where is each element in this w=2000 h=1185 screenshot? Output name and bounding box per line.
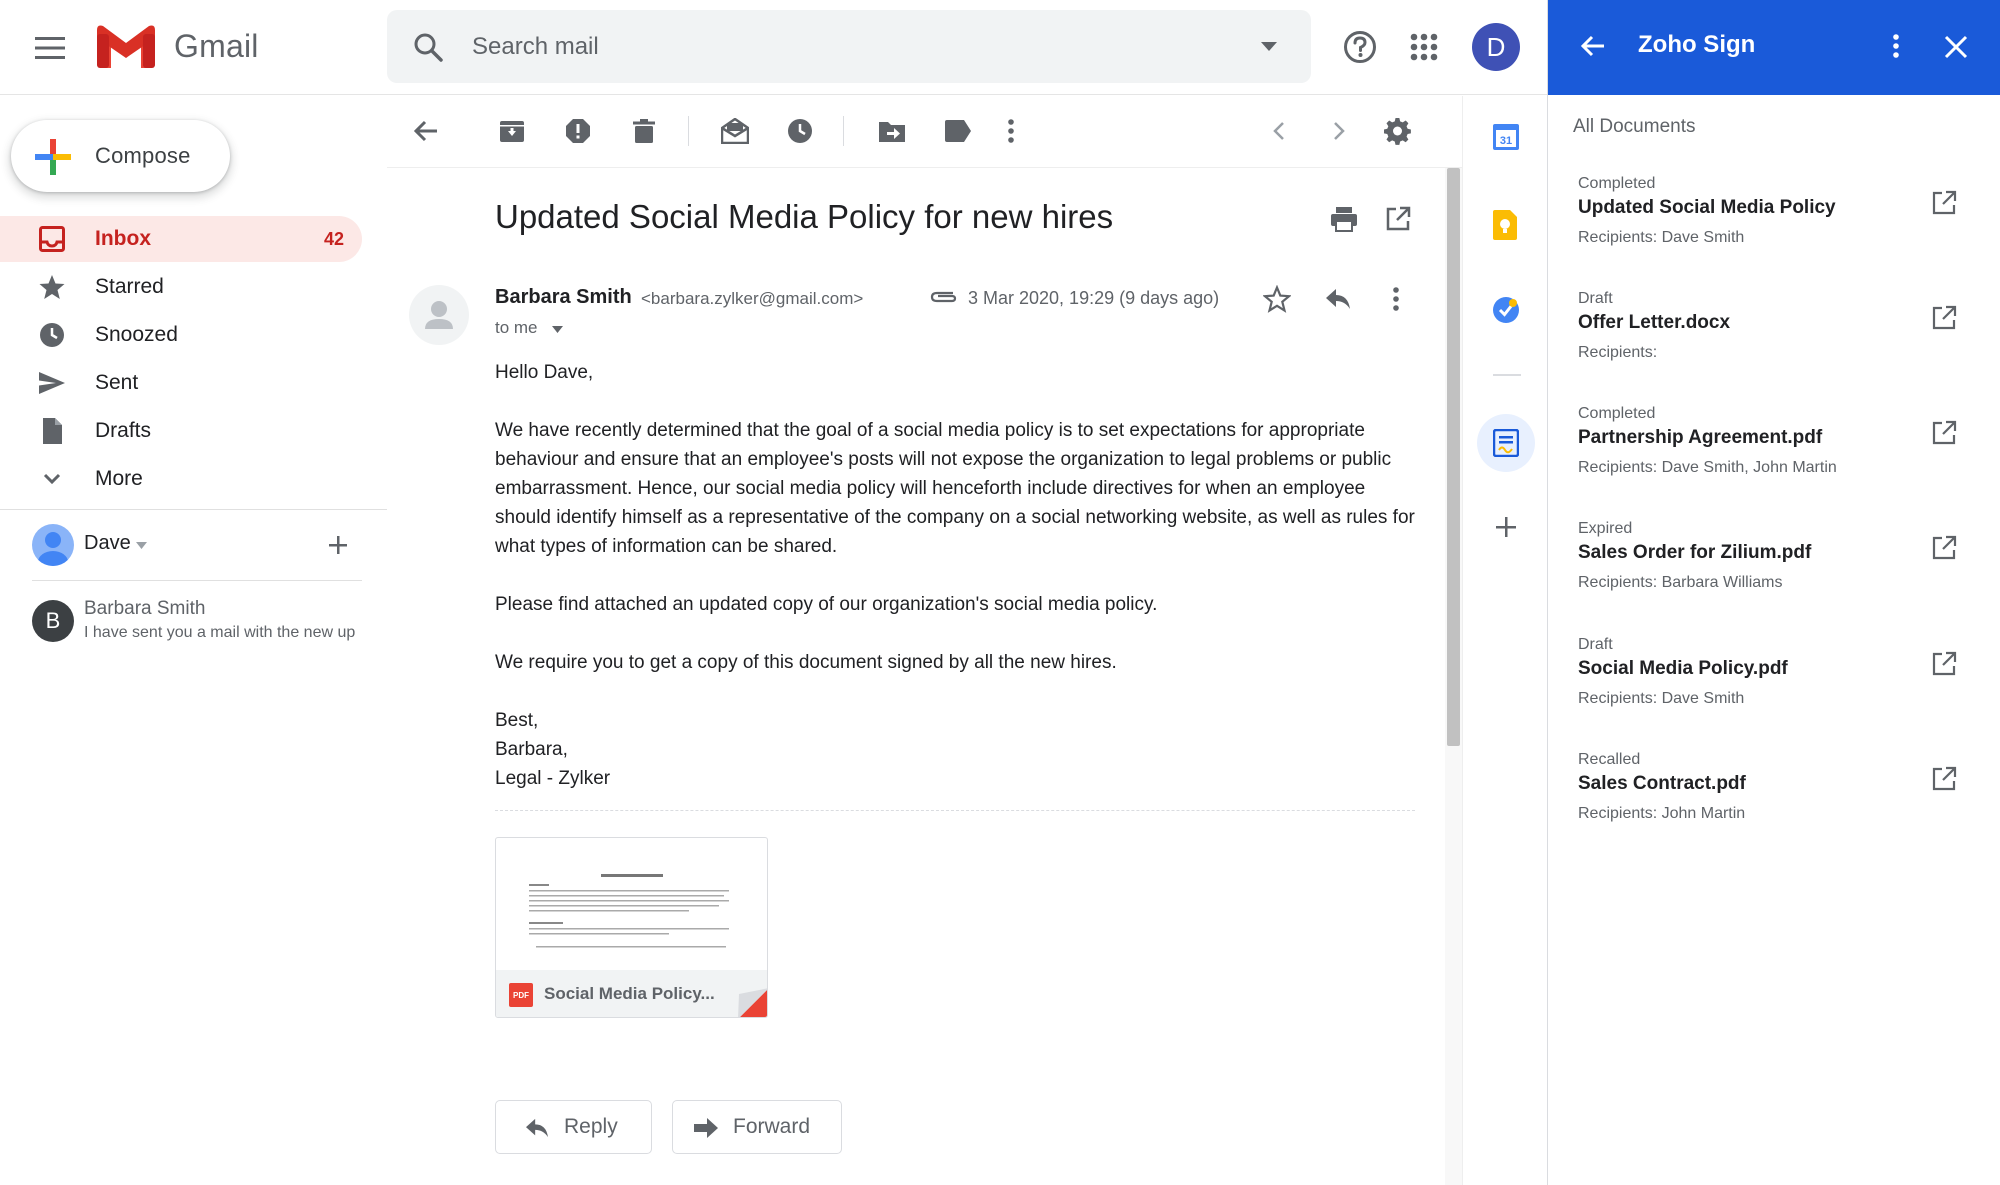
email-signoff	[495, 706, 1415, 793]
panel-more-options-icon[interactable]	[1892, 33, 1900, 59]
document-name[interactable]: Partnership Agreement.pdf	[1578, 427, 1823, 448]
document-recipients: Recipients: Dave Smith, John Martin	[1578, 459, 1837, 476]
document-recipients: Recipients: Barbara Williams	[1578, 574, 1783, 591]
zoho-sign-header	[1548, 0, 2000, 95]
compose-plus-icon	[35, 139, 71, 175]
reply-label: Reply	[564, 1115, 618, 1138]
svg-text:31: 31	[1499, 135, 1513, 147]
document-item[interactable]	[1548, 175, 2000, 275]
message-more-options-icon[interactable]	[1392, 286, 1400, 312]
nav-label: Starred	[95, 275, 164, 298]
open-external-icon[interactable]	[1931, 651, 1961, 681]
chat-avatar: B	[32, 600, 74, 642]
attachment-filename: Social Media Policy...	[544, 984, 715, 1003]
email-greeting: Hello Dave,	[495, 362, 594, 383]
nav-item-sent[interactable]	[0, 360, 362, 406]
document-recipients: Recipients:	[1578, 344, 1658, 361]
message-view	[387, 168, 1447, 1185]
nav-label: Snoozed	[95, 323, 178, 346]
pdf-file-icon: PDF	[509, 983, 533, 1007]
attachment-paperclip-icon	[929, 288, 959, 306]
sender-email: <barbara.zylker@gmail.com>	[641, 289, 864, 308]
forward-label: Forward	[733, 1115, 811, 1138]
nav-item-inbox[interactable]	[0, 216, 362, 262]
nav-label: Drafts	[95, 419, 152, 442]
document-status: Draft	[1578, 636, 1613, 653]
nav-item-starred[interactable]	[0, 264, 362, 310]
documents-section-title: All Documents	[1573, 116, 1696, 137]
nav-item-snoozed[interactable]	[0, 312, 362, 358]
nav-item-more[interactable]	[0, 456, 362, 502]
google-keep-icon[interactable]	[1493, 210, 1517, 240]
attachment-footer	[496, 970, 768, 1018]
search-bar[interactable]	[387, 10, 1311, 83]
reply-icon	[524, 1117, 550, 1139]
get-addons-plus-icon[interactable]	[1494, 515, 1518, 539]
google-calendar-icon[interactable]	[1493, 124, 1519, 150]
move-to-icon[interactable]	[878, 118, 906, 144]
chat-list-item[interactable]	[32, 590, 362, 646]
draft-icon	[38, 417, 66, 445]
search-input[interactable]	[472, 10, 1172, 83]
settings-gear-icon[interactable]	[1384, 117, 1412, 145]
print-icon[interactable]	[1330, 206, 1358, 232]
nav-label: Sent	[95, 371, 139, 394]
back-arrow-icon[interactable]	[1580, 33, 1606, 59]
addons-side-panel	[1462, 96, 1547, 1185]
search-icon[interactable]	[413, 32, 443, 62]
document-name[interactable]: Sales Order for Zilium.pdf	[1578, 542, 1812, 563]
document-name[interactable]: Sales Contract.pdf	[1578, 773, 1746, 794]
document-item[interactable]	[1548, 290, 2000, 390]
open-external-icon[interactable]	[1931, 535, 1961, 565]
recipient-to-me[interactable]: to me	[495, 318, 538, 337]
signoff-line: Barbara,	[495, 739, 568, 760]
mark-unread-icon[interactable]	[721, 118, 749, 144]
signoff-line: Legal - Zylker	[495, 768, 611, 789]
open-external-icon[interactable]	[1931, 305, 1961, 335]
delete-icon[interactable]	[631, 118, 657, 144]
reply-arrow-icon[interactable]	[1324, 287, 1352, 311]
star-outline-icon[interactable]	[1263, 285, 1291, 313]
message-toolbar	[387, 96, 1462, 168]
open-external-icon[interactable]	[1931, 190, 1961, 220]
toolbar-divider	[688, 116, 689, 146]
attachment-card[interactable]	[495, 837, 768, 1018]
search-options-dropdown-icon[interactable]	[1257, 38, 1281, 54]
unread-count-badge: 42	[323, 228, 344, 249]
email-paragraph: We have recently determined that the goal of a social media policy is to set expectations for appropriate behaviour and ensure that an employee's posts will not expose the organization to legal problems or public embarrassment. Hence, our social media policy will henceforth include directives for when an employee should identify himself as a representative of the company on a social networking website, as well as rules for what types of information can be shared.	[495, 420, 1415, 557]
older-chevron-right-icon[interactable]	[1332, 121, 1346, 141]
sender-name[interactable]: Barbara Smith	[495, 286, 632, 308]
help-icon[interactable]	[1342, 29, 1378, 65]
inbox-icon	[38, 225, 66, 253]
email-date: 3 Mar 2020, 19:29 (9 days ago)	[968, 288, 1220, 308]
hangouts-user-name: Dave	[84, 532, 131, 554]
nav-label: Inbox	[95, 227, 151, 250]
document-item[interactable]	[1548, 636, 2000, 736]
star-icon	[38, 273, 66, 301]
document-recipients: Recipients: Dave Smith	[1578, 229, 1745, 246]
zoho-sign-panel	[1547, 0, 2000, 1185]
email-paragraph: We require you to get a copy of this document signed by all the new hires.	[495, 652, 1117, 673]
user-menu-dropdown-icon[interactable]	[136, 542, 147, 549]
email-body	[495, 358, 1415, 793]
signoff-line: Best,	[495, 710, 539, 731]
recipient-details-dropdown-icon[interactable]	[552, 326, 563, 333]
sender-avatar-icon	[409, 285, 469, 345]
document-name[interactable]: Updated Social Media Policy	[1578, 197, 1836, 218]
page-curl-corner-icon	[707, 988, 768, 1018]
document-name[interactable]: Offer Letter.docx	[1578, 312, 1731, 333]
newer-chevron-left-icon[interactable]	[1272, 121, 1286, 141]
zoho-sign-icon	[1493, 429, 1519, 457]
nav-item-drafts[interactable]	[0, 408, 362, 454]
open-in-new-window-icon[interactable]	[1385, 206, 1411, 232]
user-avatar-icon	[32, 524, 74, 566]
addons-divider	[1493, 374, 1521, 376]
account-avatar[interactable]: D	[1472, 23, 1520, 71]
left-navigation	[0, 96, 387, 1185]
attachments-divider	[495, 810, 1415, 811]
attachment-preview-thumbnail	[496, 838, 768, 970]
zoho-sign-addon-button[interactable]	[1477, 414, 1535, 472]
reply-button[interactable]	[495, 1100, 652, 1154]
apps-grid-icon[interactable]	[1408, 31, 1440, 63]
open-external-icon[interactable]	[1931, 420, 1961, 450]
document-status: Completed	[1578, 405, 1656, 422]
compose-button[interactable]	[11, 120, 230, 192]
snooze-clock-icon[interactable]	[787, 118, 813, 144]
chat-snippet: I have sent you a mail with the new up	[84, 624, 356, 641]
archive-icon[interactable]	[499, 118, 525, 144]
gmail-wordmark[interactable]: Gmail	[174, 28, 259, 64]
send-icon	[38, 369, 66, 397]
more-options-icon[interactable]	[1007, 118, 1015, 144]
main-menu-icon[interactable]	[30, 28, 70, 68]
forward-button[interactable]	[672, 1100, 842, 1154]
report-spam-icon[interactable]	[565, 118, 591, 144]
back-arrow-icon[interactable]	[413, 118, 439, 144]
new-chat-plus-icon[interactable]	[326, 533, 350, 557]
open-external-icon[interactable]	[1931, 766, 1961, 796]
document-status: Draft	[1578, 290, 1613, 307]
document-recipients: Recipients: Dave Smith	[1578, 690, 1745, 707]
nav-divider	[0, 509, 387, 510]
compose-label: Compose	[95, 143, 191, 168]
email-subject: Updated Social Media Policy for new hires	[495, 198, 1114, 235]
hangouts-user-switcher[interactable]	[32, 522, 362, 568]
chat-contact-name: Barbara Smith	[84, 598, 206, 619]
clock-icon	[38, 321, 66, 349]
hangouts-divider	[32, 580, 362, 581]
close-icon[interactable]	[1944, 35, 1968, 59]
gmail-logo-icon[interactable]	[97, 24, 155, 68]
google-tasks-icon[interactable]	[1492, 296, 1520, 324]
top-header	[0, 0, 1547, 95]
document-item[interactable]	[1548, 751, 2000, 851]
nav-label: More	[95, 467, 143, 490]
zoho-sign-title: Zoho Sign	[1638, 31, 1756, 58]
document-item[interactable]	[1548, 520, 2000, 620]
document-status: Expired	[1578, 520, 1633, 537]
toolbar-divider	[843, 116, 844, 146]
label-tag-icon[interactable]	[944, 119, 972, 143]
scrollbar-thumb[interactable]	[1447, 168, 1460, 746]
chevron-down-icon	[38, 465, 66, 493]
document-item[interactable]	[1548, 405, 2000, 505]
document-name[interactable]: Social Media Policy.pdf	[1578, 658, 1788, 679]
email-paragraph: Please find attached an updated copy of our organization's social media policy.	[495, 594, 1158, 615]
document-status: Recalled	[1578, 751, 1641, 768]
forward-icon	[693, 1117, 719, 1139]
document-status: Completed	[1578, 175, 1656, 192]
document-recipients: Recipients: John Martin	[1578, 805, 1746, 822]
